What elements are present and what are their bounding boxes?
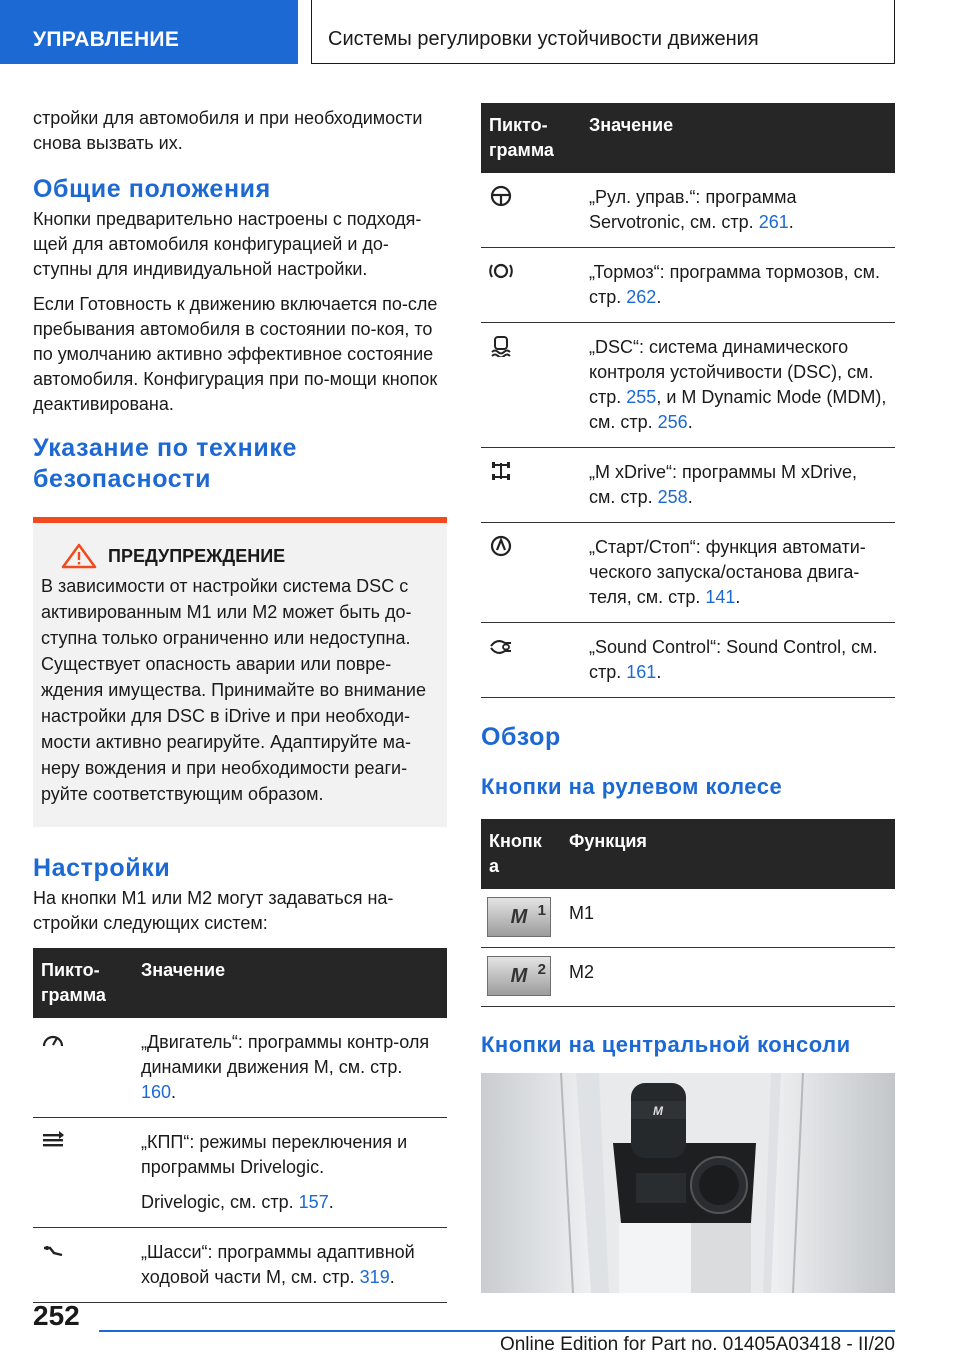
pictogram-cell [481,623,581,698]
column-header-button: Кнопк а [481,819,561,889]
pictogram-cell [481,248,581,323]
meaning-cell [581,173,895,248]
pictogram-cell [33,1118,133,1228]
table-row [481,623,895,698]
buttons-table [481,819,895,1007]
column-header-pictogram: Пикто-грамма [33,948,133,1018]
overview-heading: Обзор [481,723,561,751]
section-tab: УПРАВЛЕНИЕ [0,0,298,64]
table-row [481,173,895,248]
page-link[interactable]: 258 [657,487,688,507]
meaning-cell [133,1018,447,1118]
meaning-cell [581,448,895,523]
pictogram-cell [481,523,581,623]
sound-control-icon [489,635,513,657]
column-header-pictogram: Пикто-грамма [481,103,581,173]
table-row [481,448,895,523]
column-header-meaning: Значение [133,948,447,1018]
pictogram-cell [481,448,581,523]
table-row [33,1228,447,1303]
column-header-function: Функция [561,819,895,889]
meaning-cell [581,323,895,448]
row-text: „DSC“: система динамического контроля устойчивости (DSC), см. стр. [589,337,874,407]
center-console-photo [481,1073,895,1293]
console-m-badge: M [653,1104,663,1118]
m1-button-image [487,897,551,937]
row-text: „Рул. управ.“: программа Servotronic, см. стр. [589,187,797,232]
engine-icon [41,1030,65,1052]
dsc-icon [489,335,513,357]
start-stop-icon [489,535,513,557]
page-link[interactable]: 157 [298,1192,329,1212]
meaning-cell [581,523,895,623]
pictogram-cell [481,173,581,248]
intro-text: стройки для автомобиля и при необходимости снова вызвать их. [33,108,423,153]
row-tail: . [328,1192,334,1212]
steering-icon [489,185,513,207]
page-number: 252 [33,1300,80,1331]
table-row [481,248,895,323]
pictogram-cell [481,323,581,448]
brake-icon [489,260,513,282]
row-text: „Шасси“: программы адаптивной ходовой части M, см. стр. [141,1242,415,1287]
right-column [481,103,895,1293]
row-tail: . [389,1267,395,1287]
warning-title: ПРЕДУПРЕЖДЕНИЕ [108,545,286,566]
footer-divider [99,1330,895,1332]
button-number: 2 [537,961,546,978]
row-text-mid: , и M Dynamic Mode (MDM), см. стр. [589,387,887,432]
m-logo: M [510,964,528,987]
general-heading: Общие положения [33,175,271,203]
page-link[interactable]: 141 [705,587,736,607]
row-text: „Sound Control“: Sound Control, см. стр. [589,637,878,682]
row-text-2: Drivelogic, см. стр. [141,1192,299,1212]
settings-text: На кнопки M1 или M2 могут задаваться на-стройки следующих систем: [33,888,394,933]
page-link[interactable]: 256 [657,412,688,432]
row-text: „КПП“: режимы переключения и программы Drivelogic. [141,1132,408,1177]
table-header-row [481,819,895,889]
button-number: 1 [537,902,546,919]
row-tail: . [788,212,794,232]
row-tail: . [687,412,693,432]
table-row [481,889,895,948]
warning-block [33,517,447,827]
table-row [481,323,895,448]
row-tail: . [656,287,662,307]
meaning-cell [133,1228,447,1303]
warning-box [33,523,447,827]
pictogram-cell [33,1018,133,1118]
row-text: „Старт/Стоп“: функция автомати-ческого запуска/останова двига-теля, см. стр. [589,537,866,607]
chapter-title: Системы регулировки устойчивости движения [311,0,895,64]
meaning-cell [581,623,895,698]
page-link[interactable]: 161 [626,662,657,682]
page-link[interactable]: 255 [626,387,657,407]
settings-heading: Настройки [33,854,171,882]
general-paragraph-2: Если Готовность к движению включается по-сле пребывания автомобиля в состоянии по-коя, то по умолчанию активно эффективное состояние автомобиля. Конфигурация при по-мощи кнопок деактивирована. [33,294,438,414]
safety-heading: Указание по технике безопасности [33,434,297,493]
function-cell: M1 [561,889,895,948]
m-logo: M [510,905,528,928]
row-text: „Двигатель“: программы контр-оля динамики движения M, см. стр. [141,1032,430,1077]
console-buttons-heading: Кнопки на центральной консоли [481,1032,851,1057]
row-tail: . [656,662,662,682]
warning-header [41,543,439,569]
table-row [481,523,895,623]
row-text: „Тормоз“: программа тормозов, см. стр. [589,262,880,307]
xdrive-icon [489,460,513,482]
edition-text: Online Edition for Part no. 01405A03418 - II/20 [499,1334,895,1355]
warning-triangle-icon [61,543,97,569]
center-console-illustration [481,1073,895,1293]
chassis-icon [41,1240,65,1262]
page-link[interactable]: 261 [758,212,789,232]
page-link[interactable]: 262 [626,287,657,307]
table-header-row [481,103,895,173]
left-column [33,106,447,1303]
table-header-row [33,948,447,1018]
steering-buttons-heading: Кнопки на рулевом колесе [481,774,783,799]
meaning-cell [581,248,895,323]
general-paragraph-1: Кнопки предварительно настроены с подходя-щей для автомобиля конфигурацией и до-ступны для индивидуальной настройки. [33,209,422,279]
page-link[interactable]: 319 [359,1267,390,1287]
settings-table-right [481,103,895,698]
column-header-meaning: Значение [581,103,895,173]
row-tail: . [687,487,693,507]
page-link[interactable]: 160 [141,1082,172,1102]
transmission-icon [41,1130,65,1152]
row-text: „M xDrive“: программы M xDrive, см. стр. [589,462,858,507]
row-tail: . [735,587,741,607]
meaning-cell [133,1118,447,1228]
warning-text: В зависимости от настройки система DSC с активированным M1 или M2 может быть до-ступна только ограниченно или недоступна. Существует опасность аварии или повре-ждения имущества. Принимайте во внимание настройки для DSC в iDrive и при необходи-мости активно реагируйте. Адаптируйте ма-неру вождения и при необходимости реаги-руйте соответствующим образом. [41,576,426,804]
button-cell [481,889,561,948]
function-cell: M2 [561,948,895,1007]
pictogram-cell [33,1228,133,1303]
settings-table-left [33,948,447,1303]
m2-button-image [487,956,551,996]
button-cell [481,948,561,1007]
row-tail: . [171,1082,177,1102]
table-row [33,1118,447,1228]
table-row [481,948,895,1007]
table-row [33,1018,447,1118]
